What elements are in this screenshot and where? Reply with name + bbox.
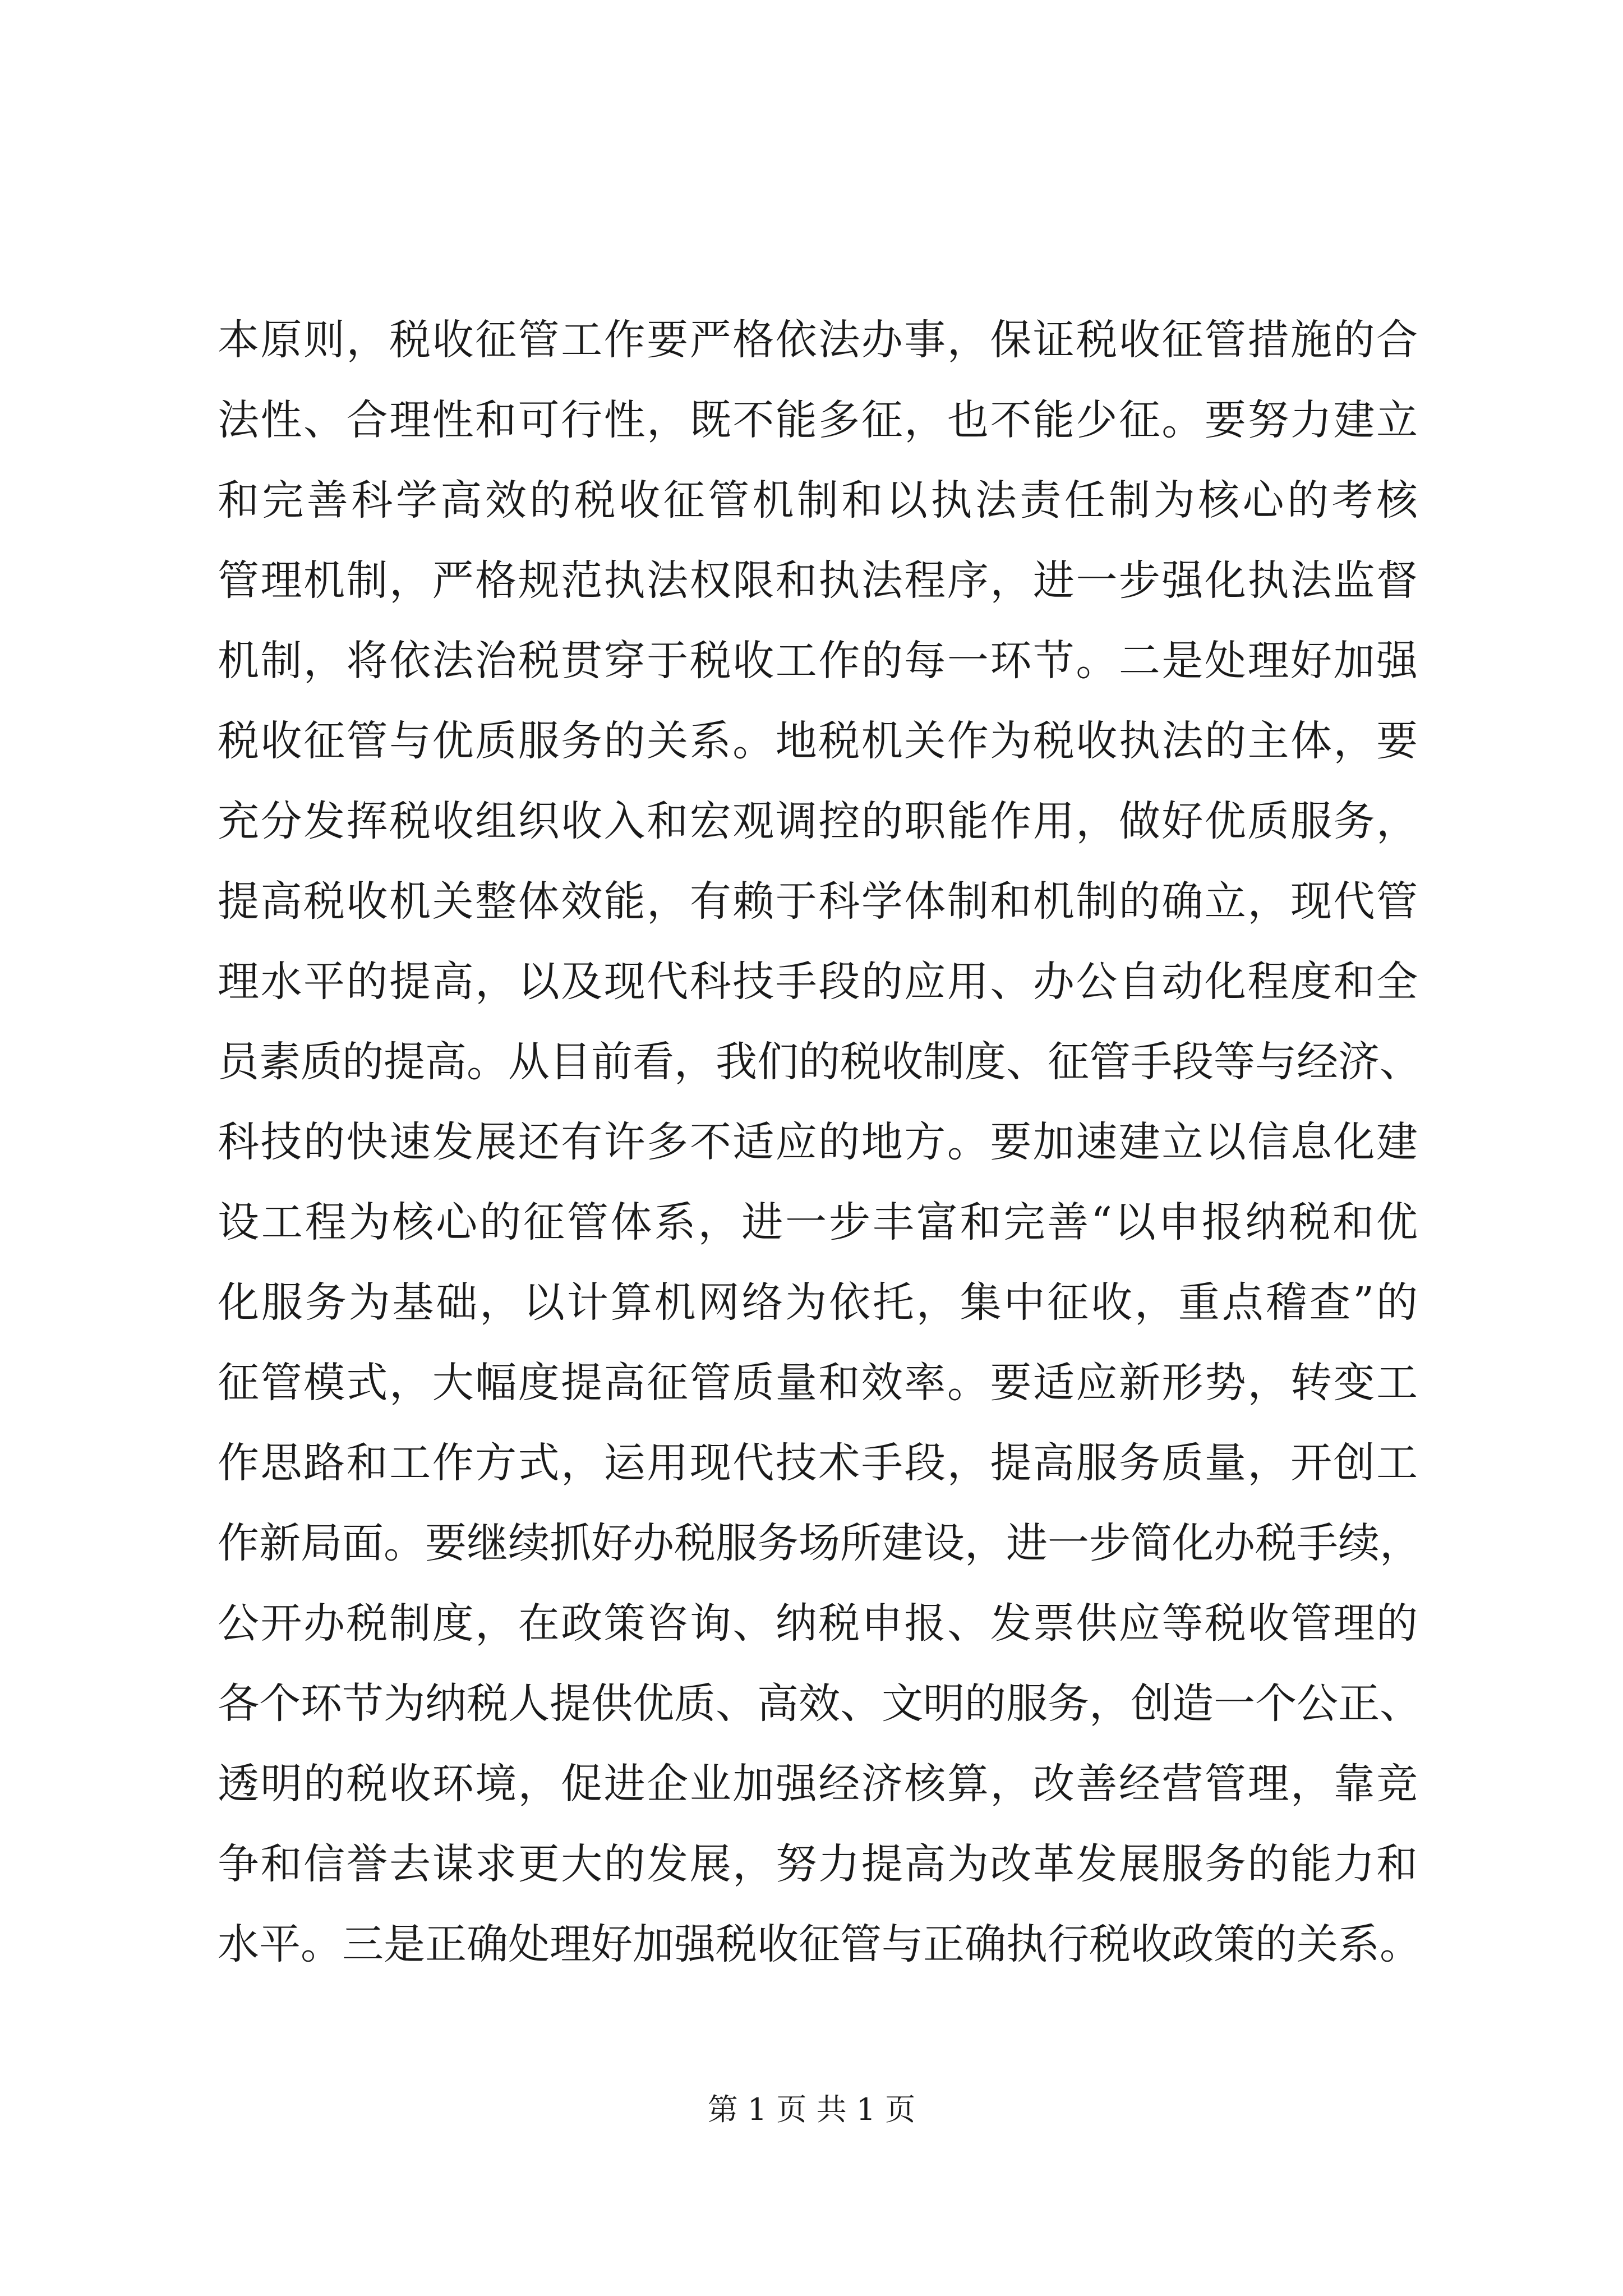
text-line: 各个环节为纳税人提供优质、高效、文明的服务，创造一个公正、 xyxy=(218,1680,1421,1728)
text-line: 设工程为核心的征管体系，进一步丰富和完善“以申报纳税和优 xyxy=(218,1198,1418,1246)
text-line: 法性、合理性和可行性，既不能多征，也不能少征。要努力建立 xyxy=(218,396,1418,444)
text-line: 管理机制，严格规范执法权限和执法程序，进一步强化执法监督 xyxy=(218,556,1418,605)
text-line: 水平。三是正确处理好加强税收征管与正确执行税收政策的关系。 xyxy=(218,1920,1421,1968)
text-line: 化服务为基础，以计算机网络为依托，集中征收，重点稽查”的 xyxy=(218,1278,1418,1327)
text-line: 征管模式，大幅度提高征管质量和效率。要适应新形势，转变工 xyxy=(218,1359,1418,1407)
text-line: 争和信誉去谋求更大的发展，努力提高为改革发展服务的能力和 xyxy=(218,1840,1418,1888)
text-line: 作思路和工作方式，运用现代技术手段，提高服务质量，开创工 xyxy=(218,1439,1418,1487)
page-number-label: 第 1 页 共 1 页 xyxy=(707,2092,916,2127)
body-paragraph xyxy=(218,300,1421,1985)
text-line: 税收征管与优质服务的关系。地税机关作为税收执法的主体，要 xyxy=(218,717,1418,765)
page-footer xyxy=(0,2086,1623,2129)
text-line: 本原则，税收征管工作要严格依法办事，保证税收征管措施的合 xyxy=(218,316,1418,364)
text-line: 理水平的提高，以及现代科技手段的应用、办公自动化程度和全 xyxy=(218,958,1418,1006)
text-line: 透明的税收环境，促进企业加强经济核算，改善经营管理，靠竞 xyxy=(218,1760,1418,1808)
text-line: 机制，将依法治税贯穿于税收工作的每一环节。二是处理好加强 xyxy=(218,637,1418,685)
text-line: 公开办税制度，在政策咨询、纳税申报、发票供应等税收管理的 xyxy=(218,1599,1418,1648)
text-line: 提高税收机关整体效能，有赖于科学体制和机制的确立，现代管 xyxy=(218,877,1418,926)
text-line: 和完善科学高效的税收征管机制和以执法责任制为核心的考核 xyxy=(218,476,1418,524)
text-line: 员素质的提高。从目前看，我们的税收制度、征管手段等与经济、 xyxy=(218,1038,1421,1086)
text-line: 作新局面。要继续抓好办税服务场所建设，进一步简化办税手续， xyxy=(218,1519,1421,1567)
text-line: 充分发挥税收组织收入和宏观调控的职能作用，做好优质服务， xyxy=(218,797,1418,845)
text-line: 科技的快速发展还有许多不适应的地方。要加速建立以信息化建 xyxy=(218,1118,1418,1166)
